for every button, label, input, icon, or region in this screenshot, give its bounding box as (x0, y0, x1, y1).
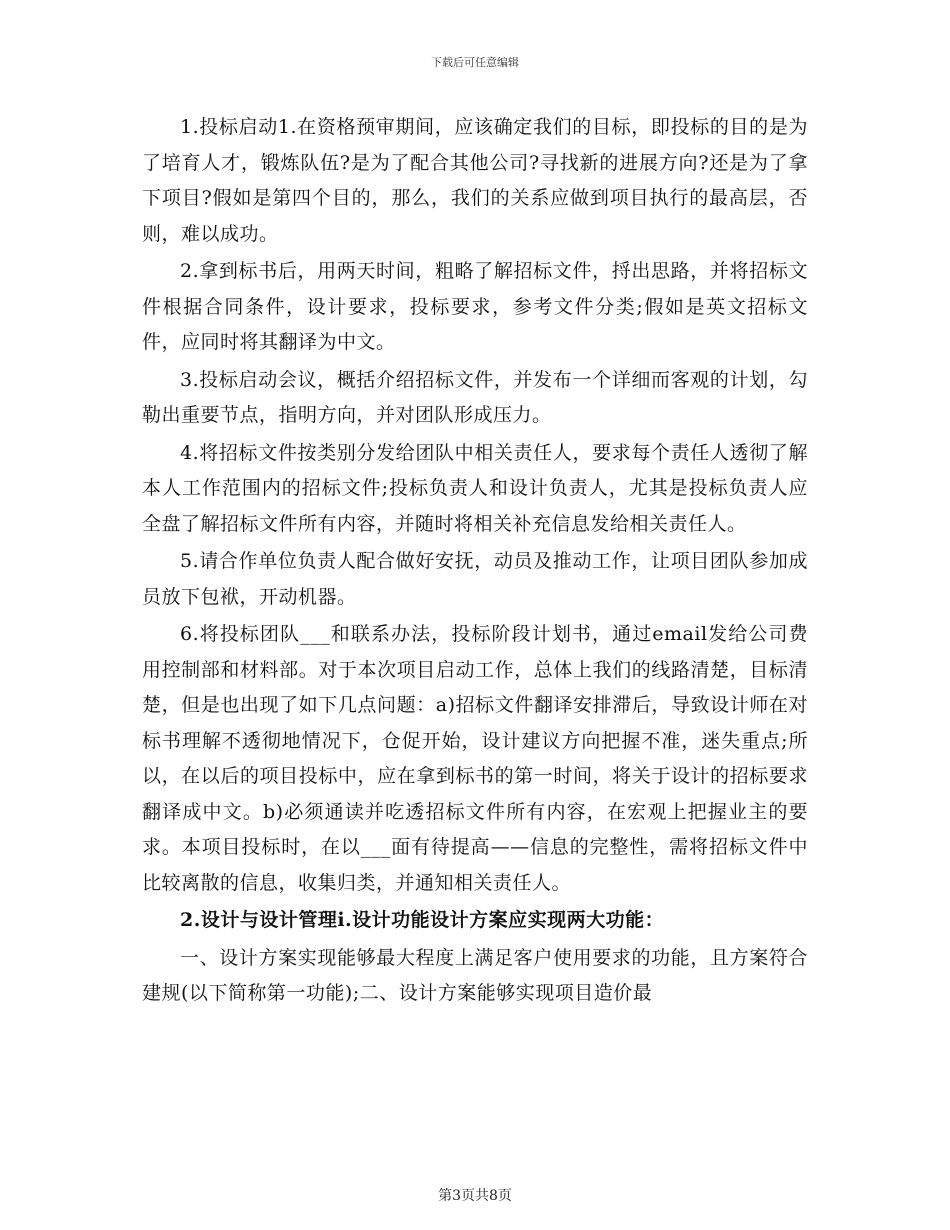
paragraph-design-functions: 一、设计方案实现能够最大程度上满足客户使用要求的功能，且方案符合建规(以下简称第一功能);二、设计方案能够实现项目造价最 (142, 946, 808, 1004)
document-body (142, 110, 808, 1014)
page-footer: 第3页共8页 (438, 1188, 512, 1204)
paragraph-bid-start: 1.投标启动1.在资格预审期间，应该确定我们的目标，即投标的目的是为了培育人才，锻炼队伍?是为了配合其他公司?寻找新的进展方向?还是为了拿下项目?假如是第四个目的，那么，我们的关系应做到项目执行的最高层，否则，难以成功。 (142, 116, 808, 245)
paragraph-receive-tender: 2.拿到标书后，用两天时间，粗略了解招标文件，捋出思路，并将招标文件根据合同条件，设计要求，投标要求，参考文件分类;假如是英文招标文件，应同时将其翻译为中文。 (142, 260, 808, 353)
paragraph-team-contacts: 6.将投标团队___和联系办法，投标阶段计划书，通过email发给公司费用控制部和材料部。对于本次项目启动工作，总体上我们的线路清楚，目标清楚，但是也出现了如下几点问题：a)招标文件翻译安排滞后，导致设计师在对标书理解不透彻地情况下，仓促开始，设计建议方向把握不准，迷失重点;所以，在以后的项目投标中，应在拿到标书的第一时间，将关于设计的招标要求翻译成中文。b)必须通读并吃透招标文件所有内容，在宏观上把握业主的要求。本项目投标时，在以___面有待提高——信息的完整性，需将招标文件中比较离散的信息，收集归类，并通知相关责任人。 (142, 623, 808, 894)
paragraph-kickoff-meeting: 3.投标启动会议，概括介绍招标文件，并发布一个详细而客观的计划，勾勒出重要节点，指明方向，并对团队形成压力。 (142, 368, 808, 426)
paragraph-partner-coordination: 5.请合作单位负责人配合做好安抚，动员及推动工作，让项目团队参加成员放下包袱，开动机器。 (142, 550, 808, 608)
section-heading-design: 2.设计与设计管理i.设计功能设计方案应实现两大功能： (180, 909, 665, 931)
page-header: 下载后可任意编辑 (431, 56, 519, 69)
paragraph-distribute-documents: 4.将招标文件按类别分发给团队中相关责任人，要求每个责任人透彻了解本人工作范围内的招标文件;投标负责人和设计负责人，尤其是投标负责人应全盘了解招标文件所有内容，并随时将相关补充信息发给相关责任人。 (142, 441, 808, 535)
